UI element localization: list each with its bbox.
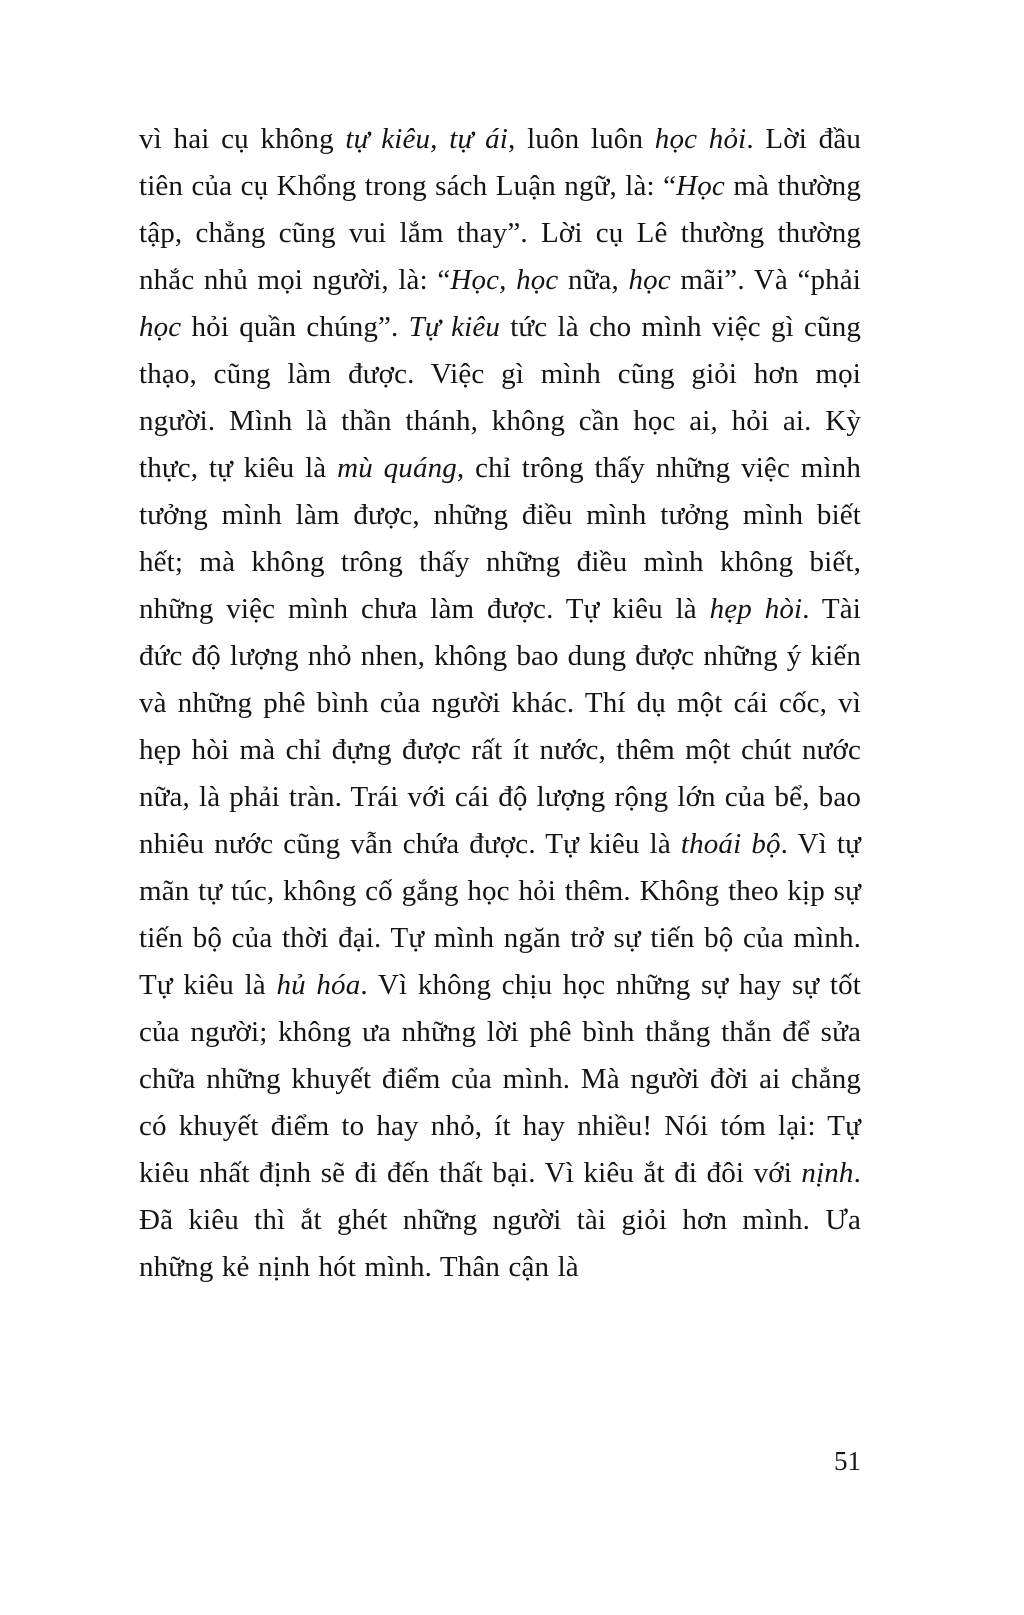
emphasized-text: tự kiêu, tự ái (345, 123, 508, 155)
emphasized-text: nịnh (801, 1157, 854, 1189)
body-text-run: nữa, (558, 264, 629, 296)
body-text-run: vì hai cụ không (139, 123, 346, 155)
body-text-run: mà thường tập, chẳng cũng vui lắm thay”. Lời cụ Lê thường thường nhắc nhủ mọi người, là: “ (139, 170, 861, 296)
body-text-run: . Vì tự mãn tự túc, không cố gắng học hỏi thêm. Không theo kịp sự tiến bộ của thời đại. Tự mình ngăn trở sự tiến bộ của mình. Tự kiêu là (139, 828, 861, 1001)
emphasized-text: học hỏi (654, 123, 747, 155)
body-text-run: hỏi quần chúng”. (181, 311, 409, 343)
body-text-run: . Tài đức độ lượng nhỏ nhen, không bao dung được những ý kiến và những phê bình của người khác. Thí dụ một cái cốc, vì hẹp hòi mà chỉ đựng được rất ít nước, thêm một chút nước nữa, là phải tràn. Trái với cái độ lượng rộng lớn của bể, bao nhiêu nước cũng vẫn chứa được. Tự kiêu là (139, 593, 861, 860)
emphasized-text: học (628, 264, 671, 296)
body-text-run: . Lời đầu tiên của cụ Khổng trong sách Luận ngữ, là: “ (139, 123, 861, 202)
emphasized-text: học (139, 311, 182, 343)
body-text-run: . Vì không chịu học những sự hay sự tốt của người; không ưa những lời phê bình thẳng thắn để sửa chữa những khuyết điểm của mình. Mà người đời ai chẳng có khuyết điểm to hay nhỏ, ít hay nhiều! Nói tóm lại: Tự kiêu nhất định sẽ đi đến thất bại. Vì kiêu ắt đi đôi với (139, 969, 861, 1189)
emphasized-text: thoái bộ (680, 828, 781, 860)
page-number: 51 (834, 1446, 861, 1476)
body-text-run: mãi”. Và “phải (670, 264, 861, 296)
body-text-run: , luôn luôn (508, 123, 655, 155)
emphasized-text: hủ hóa (276, 969, 361, 1001)
emphasized-text: mù quáng (337, 452, 457, 484)
emphasized-text: hẹp hòi (709, 593, 803, 625)
paragraph (139, 116, 861, 1291)
body-text-run: . Đã kiêu thì ắt ghét những người tài giỏi hơn mình. Ưa những kẻ nịnh hót mình. Thân cận là (139, 1157, 861, 1283)
body-text-run: tức là cho mình việc gì cũng thạo, cũng làm được. Việc gì mình cũng giỏi hơn mọi người. Mình là thần thánh, không cần học ai, hỏi ai. Kỳ thực, tự kiêu là (139, 311, 862, 484)
emphasized-text: Tự kiêu (408, 311, 501, 343)
emphasized-text: Học (676, 170, 725, 202)
emphasized-text: Học, học (450, 264, 559, 296)
body-text-run: , chỉ trông thấy những việc mình tưởng mình làm được, những điều mình tưởng mình biết hết; mà không trông thấy những điều mình không biết, những việc mình chưa làm được. Tự kiêu là (139, 452, 861, 625)
